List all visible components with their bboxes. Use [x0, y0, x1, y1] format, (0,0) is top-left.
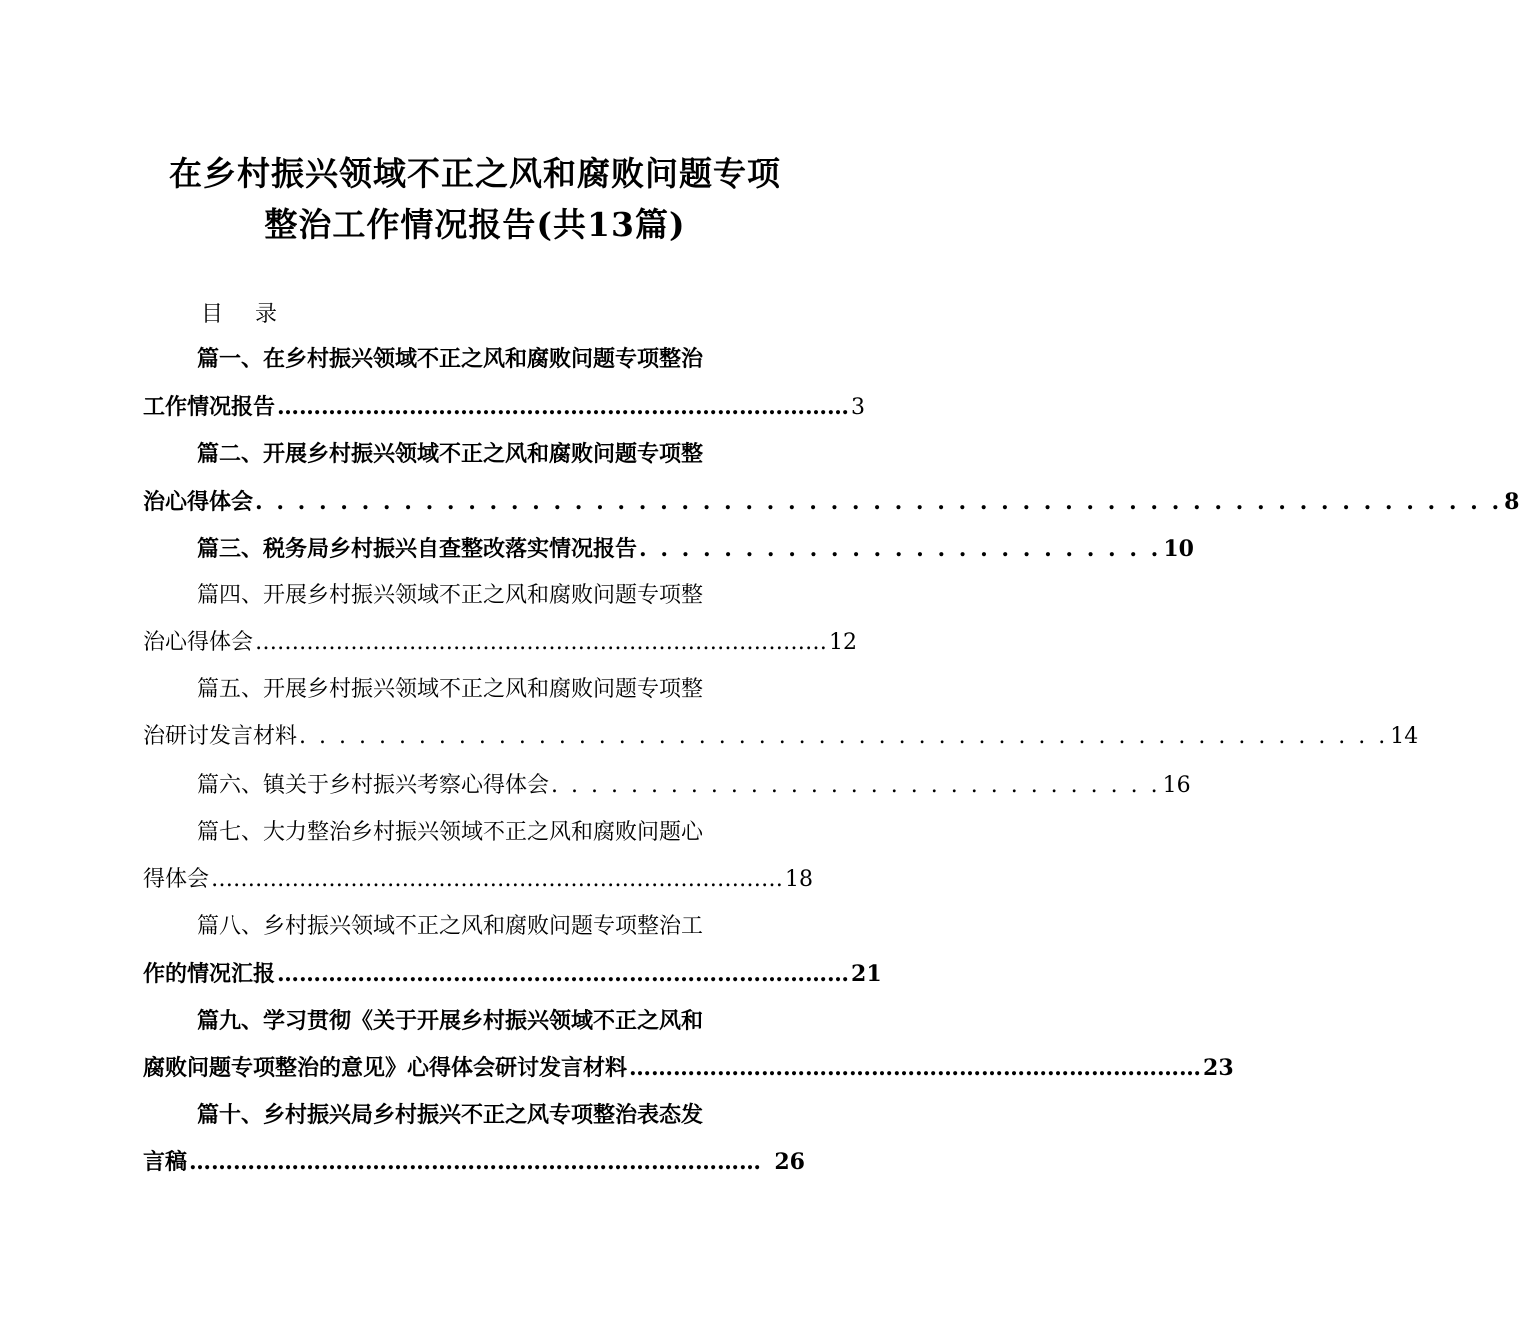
toc-entry-2-leader: . . . . . . . . . . . . . . . . . . . . . . . . . . . . . . . . . . . . . . . . . . . . . . . . . . . . . . . . . . .: [255, 489, 1503, 515]
toc-entry-3-line-1[interactable]: [197, 531, 1194, 567]
toc-entry-3-page: 10: [1163, 536, 1194, 562]
toc-entry-10-text: 言稿: [143, 1149, 188, 1175]
toc-heading-char-1: 目: [201, 302, 224, 327]
toc-entry-1-text: 工作情况报告: [143, 394, 276, 420]
document-title-line-2: 整治工作情况报告(共13篇): [264, 205, 686, 244]
toc-entry-9-line-2[interactable]: [143, 1050, 1234, 1086]
document-title-line-1: 在乡村振兴领域不正之风和腐败问题专项: [169, 154, 781, 193]
toc-entry-10-leader: ……………………………………………………………………: [189, 1149, 762, 1175]
toc-entry-2-line-2[interactable]: [143, 484, 1519, 520]
toc-entry-1-line-1[interactable]: 篇一、在乡村振兴领域不正之风和腐败问题专项整治: [197, 346, 704, 372]
toc-entry-2-text: 治心得体会: [143, 489, 254, 515]
toc-entry-6-leader: . . . . . . . . . . . . . . . . . . . . . . . . . . . . . . .: [551, 773, 1161, 798]
toc-entry-10-page: 26: [774, 1149, 805, 1175]
toc-entry-4-text: 治心得体会: [143, 630, 254, 655]
toc-entry-9-text: 腐败问题专项整治的意见》心得体会研讨发言材料: [143, 1055, 628, 1081]
toc-entry-7-leader: ……………………………………………………………………: [211, 867, 784, 892]
toc-entry-7-text: 得体会: [143, 867, 210, 892]
toc-entry-5-leader: . . . . . . . . . . . . . . . . . . . . . . . . . . . . . . . . . . . . . . . . . . . . . . . . . . . . . . .: [299, 724, 1389, 749]
toc-entry-9-page: 23: [1203, 1055, 1234, 1081]
toc-entry-2-page: 8: [1504, 489, 1519, 515]
toc-entry-4-page: 12: [829, 630, 858, 655]
toc-entry-10-line-1[interactable]: 篇十、乡村振兴局乡村振兴不正之风专项整治表态发: [197, 1102, 704, 1128]
toc-entry-8-leader: ……………………………………………………………………: [277, 961, 850, 987]
toc-entry-8-text: 作的情况汇报: [143, 961, 276, 987]
toc-entry-6-line-1[interactable]: [197, 768, 1191, 804]
toc-entry-7-line-1[interactable]: 篇七、大力整治乡村振兴领域不正之风和腐败问题心: [197, 820, 704, 845]
toc-entry-10-line-2[interactable]: [143, 1144, 805, 1180]
toc-entry-4-line-2[interactable]: [143, 625, 858, 661]
toc-entry-2-line-1[interactable]: 篇二、开展乡村振兴领域不正之风和腐败问题专项整: [197, 441, 704, 467]
toc-entry-8-line-2[interactable]: [143, 956, 882, 992]
toc-entry-9-line-1[interactable]: 篇九、学习贯彻《关于开展乡村振兴领域不正之风和: [197, 1008, 704, 1034]
toc-heading: [201, 297, 277, 328]
toc-entry-6-page: 16: [1162, 773, 1191, 798]
toc-entry-1-page: 3: [851, 395, 866, 420]
toc-entry-8-page: 21: [851, 961, 882, 987]
toc-heading-char-2: 录: [255, 302, 278, 327]
toc-entry-7-line-2[interactable]: [143, 862, 814, 898]
toc-entry-1-line-2[interactable]: [143, 389, 866, 425]
toc-entry-3-leader: . . . . . . . . . . . . . . . . . . . . . . . . .: [639, 536, 1162, 562]
toc-entry-5-text: 治研讨发言材料: [143, 724, 298, 749]
toc-entry-4-leader: ……………………………………………………………………: [255, 630, 828, 655]
toc-entry-5-line-1[interactable]: 篇五、开展乡村振兴领域不正之风和腐败问题专项整: [197, 677, 704, 702]
toc-entry-9-leader: ……………………………………………………………………: [629, 1055, 1202, 1081]
toc-entry-6-text: 篇六、镇关于乡村振兴考察心得体会: [197, 773, 550, 798]
toc-entry-3-text: 篇三、税务局乡村振兴自查整改落实情况报告: [197, 536, 638, 562]
toc-entry-5-page: 14: [1390, 724, 1419, 749]
toc-entry-8-line-1[interactable]: 篇八、乡村振兴领域不正之风和腐败问题专项整治工: [197, 914, 704, 939]
toc-entry-5-line-2[interactable]: [143, 719, 1419, 755]
toc-entry-1-leader: ……………………………………………………………………: [277, 394, 850, 420]
toc-entry-7-page: 18: [785, 867, 814, 892]
toc-entry-4-line-1[interactable]: 篇四、开展乡村振兴领域不正之风和腐败问题专项整: [197, 583, 704, 608]
